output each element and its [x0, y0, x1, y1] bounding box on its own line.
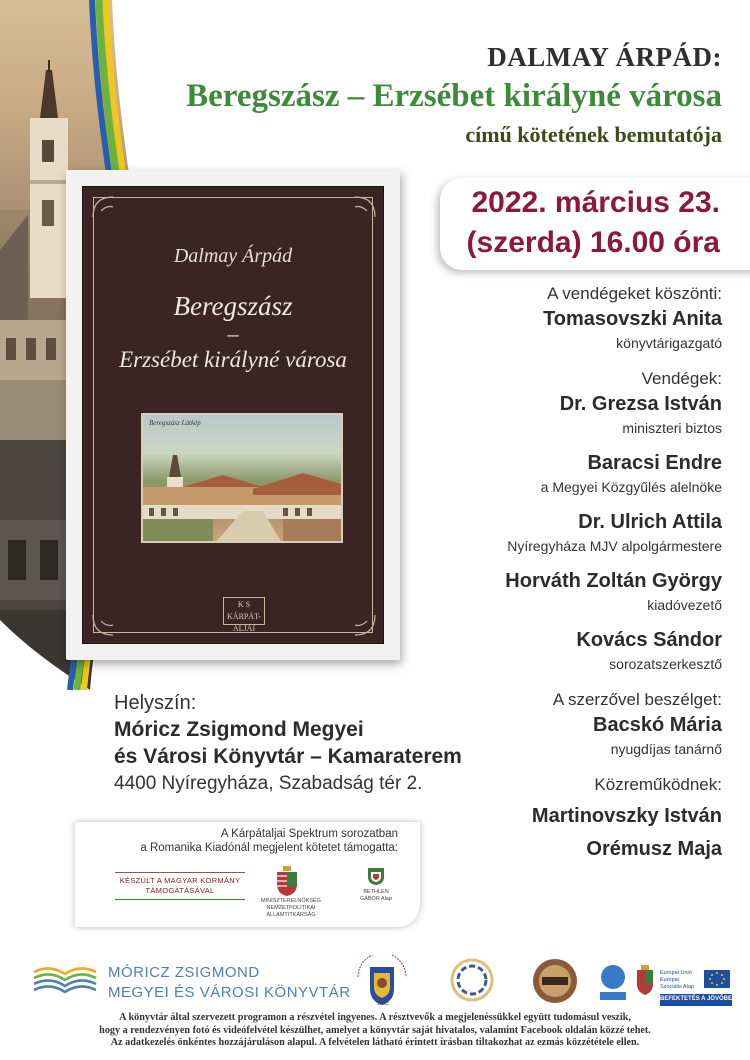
- eu-banner: BEFEKTETÉS A JÖVŐBE: [660, 996, 732, 1002]
- foundation-year: 1992: [377, 1001, 389, 1007]
- host-name: Bacskó Mária: [593, 714, 722, 736]
- support-box: [75, 822, 420, 927]
- location-line1: Móricz Zsigmond Megyei: [114, 718, 364, 741]
- book-author: Dalmay Árpád: [173, 245, 293, 267]
- guest-role: a Megyei Közgyűlés alelnöke: [540, 479, 722, 495]
- event-title: Beregszász – Erzsébet királyné városa: [186, 78, 722, 114]
- welcome-role: könyvtárigazgató: [616, 335, 722, 351]
- ministry-logo-text: MINISZTERELNÖKSÉG NEMZETPOLITIKAI ÁLLAMTITKÁRSÁG: [261, 898, 321, 918]
- szechenyi-2020-logo-icon: [596, 962, 630, 1006]
- performer-name: Orémusz Maja: [586, 838, 722, 860]
- hungarian-gov-crest-icon: [634, 962, 656, 1002]
- book-cover: [82, 186, 384, 644]
- library-name-line2: MEGYEI ÉS VÁROSI KÖNYVTÁR: [108, 984, 351, 1001]
- guest-role: sorozatszerkesztő: [609, 656, 722, 672]
- welcome-label: A vendégeket köszönti:: [547, 284, 722, 303]
- library-name-line1: MÓRICZ ZSIGMOND: [108, 964, 260, 981]
- guests-label: Vendégek:: [641, 369, 722, 388]
- performer-name: Martinovszky István: [531, 805, 722, 827]
- location-label: Helyszín:: [114, 692, 197, 714]
- event-subtitle: című kötetének bemutatója: [465, 122, 722, 147]
- open-book-icon: [30, 958, 100, 1002]
- partner-ring-logo-icon: [448, 956, 496, 1004]
- publisher-logo: K S KÁRPÁT- ALJAI: [223, 597, 265, 625]
- location-block: [114, 690, 462, 797]
- guest-role: Nyíregyháza MJV alpolgármestere: [507, 538, 722, 554]
- government-support-logo: KÉSZÜLT A MAGYAR KORMÁNY TÁMOGATÁSÁVAL: [115, 872, 245, 900]
- guest-role: miniszteri biztos: [622, 420, 722, 436]
- guest-role: kiadóvezető: [647, 597, 722, 613]
- guest-name: Kovács Sándor: [576, 629, 722, 651]
- book-title-line2: Erzsébet királyné városa: [119, 347, 347, 372]
- event-date: 2022. március 23.: [471, 186, 720, 219]
- library-logo: [30, 958, 350, 1008]
- postcard-caption: Beregszász Látkép: [149, 419, 201, 427]
- guest-name: Horváth Zoltán György: [505, 570, 722, 592]
- location-address: 4400 Nyíregyháza, Szabadság tér 2.: [114, 773, 423, 794]
- coat-of-arms-icon: [275, 866, 299, 896]
- guest-name: Baracsi Endre: [587, 452, 722, 474]
- guest-name: Dr. Ulrich Attila: [578, 511, 722, 533]
- privacy-notice: A könyvtár által szervezett programon a részvétel ingyenes. A résztvevők a megjelenéssükkel együtt tudomásul veszik, hogy a rendezvényen fotó és videófelvétel készülhet, amelyet a könyvtár saját hivatalos, valamint Facebook oldalán közzé tehet. Az adatkezelés önkéntes hozzájáruláson alapul. A felvételen látható érintett írásban tiltakozhat az ezmás közzététele ellen.: [99, 1012, 651, 1048]
- book-cover-postcard: [141, 413, 343, 543]
- support-text-line2: a Romanika Kiadónál megjelent kötetet támogatta:: [140, 842, 398, 854]
- medal-logo-icon: [530, 956, 580, 1006]
- host-role: nyugdíjas tanárnő: [610, 741, 722, 757]
- eu-text: Európai Unió Európai Szociális Alap: [660, 970, 694, 990]
- support-text-line1: A Kárpátaljai Spektrum sorozatban: [220, 828, 398, 840]
- location-line2: és Városi Könyvtár – Kamaraterem: [114, 745, 462, 768]
- host-label: A szerzővel beszélget:: [552, 690, 722, 709]
- book-title-dash: –: [227, 321, 239, 346]
- event-time: (szerda) 16.00 óra: [466, 226, 720, 259]
- bethlen-fund-logo: BETHLEN GÁBOR Alap: [355, 866, 397, 903]
- eu-funding-logo: [660, 968, 732, 1010]
- author-heading: DALMAY ÁRPÁD:: [487, 42, 722, 72]
- welcome-name: Tomasovszki Anita: [543, 308, 722, 330]
- guest-name: Dr. Grezsa István: [559, 393, 722, 415]
- bethlen-shield-icon: [366, 866, 386, 886]
- book-title-line1: Beregszász: [173, 291, 293, 321]
- performers-label: Közreműködnek:: [594, 775, 722, 794]
